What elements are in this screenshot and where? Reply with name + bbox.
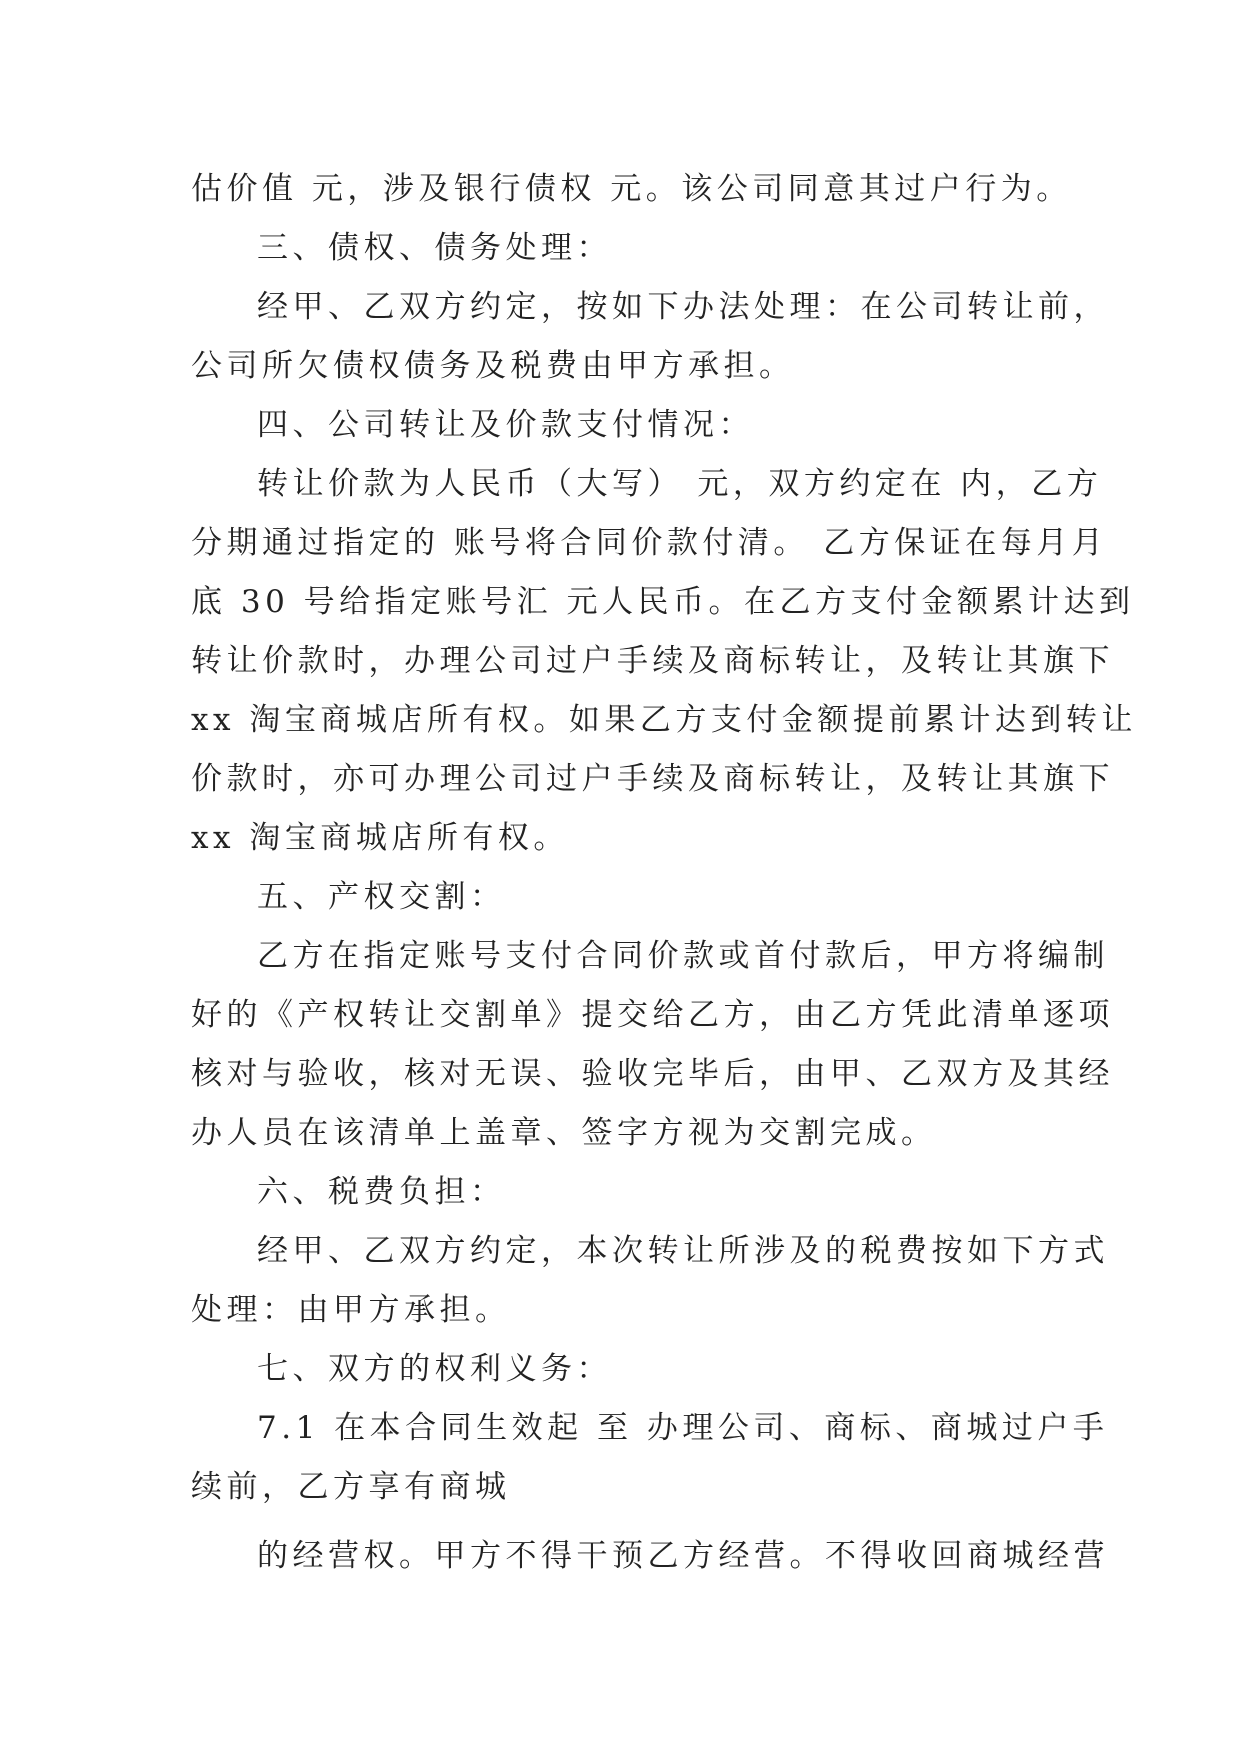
document-body	[191, 160, 1137, 1586]
text-line-1: 估价值 元，涉及银行债权 元。该公司同意其过户行为。	[191, 171, 1072, 207]
text-line-4: 公司所欠债权债务及税费由甲方承担。	[191, 348, 795, 384]
text-line-23: 续前，乙方享有商城	[191, 1469, 511, 1505]
text-line-3: 经甲、乙双方约定，按如下办法处理：在公司转让前，	[257, 289, 1109, 325]
text-line-11: 价款时，亦可办理公司过户手续及商标转让，及转让其旗下	[191, 761, 1114, 797]
text-line-12: xx 淘宝商城店所有权。	[191, 820, 569, 856]
text-line-8: 底 30 号给指定账号汇 元人民币。在乙方支付金额累计达到	[191, 584, 1135, 620]
section-heading-3: 三、债权、债务处理：	[257, 230, 612, 266]
section-heading-4: 四、公司转让及价款支付情况：	[257, 407, 754, 443]
section-heading-7: 七、双方的权利义务：	[257, 1351, 612, 1387]
text-line-15: 好的《产权转让交割单》提交给乙方，由乙方凭此清单逐项	[191, 997, 1114, 1033]
text-line-7: 分期通过指定的 账号将合同价款付清。 乙方保证在每月月	[191, 525, 1108, 561]
text-line-9: 转让价款时，办理公司过户手续及商标转让，及转让其旗下	[191, 643, 1114, 679]
text-line-19: 经甲、乙双方约定，本次转让所涉及的税费按如下方式	[257, 1233, 1109, 1269]
text-line-10: xx 淘宝商城店所有权。如果乙方支付金额提前累计达到转让	[191, 702, 1137, 738]
text-line-14: 乙方在指定账号支付合同价款或首付款后，甲方将编制	[257, 938, 1109, 974]
text-line-22: 7.1 在本合同生效起 至 办理公司、商标、商城过户手	[257, 1410, 1109, 1446]
text-line-20: 处理：由甲方承担。	[191, 1292, 511, 1328]
text-line-16: 核对与验收，核对无误、验收完毕后，由甲、乙双方及其经	[191, 1056, 1114, 1092]
text-line-6: 转让价款为人民币（大写） 元，双方约定在 内，乙方	[257, 466, 1103, 502]
text-line-24: 的经营权。甲方不得干预乙方经营。不得收回商城经营	[257, 1538, 1109, 1574]
text-line-17: 办人员在该清单上盖章、签字方视为交割完成。	[191, 1115, 937, 1151]
section-heading-6: 六、税费负担：	[257, 1174, 506, 1210]
section-heading-5: 五、产权交割：	[257, 879, 506, 915]
